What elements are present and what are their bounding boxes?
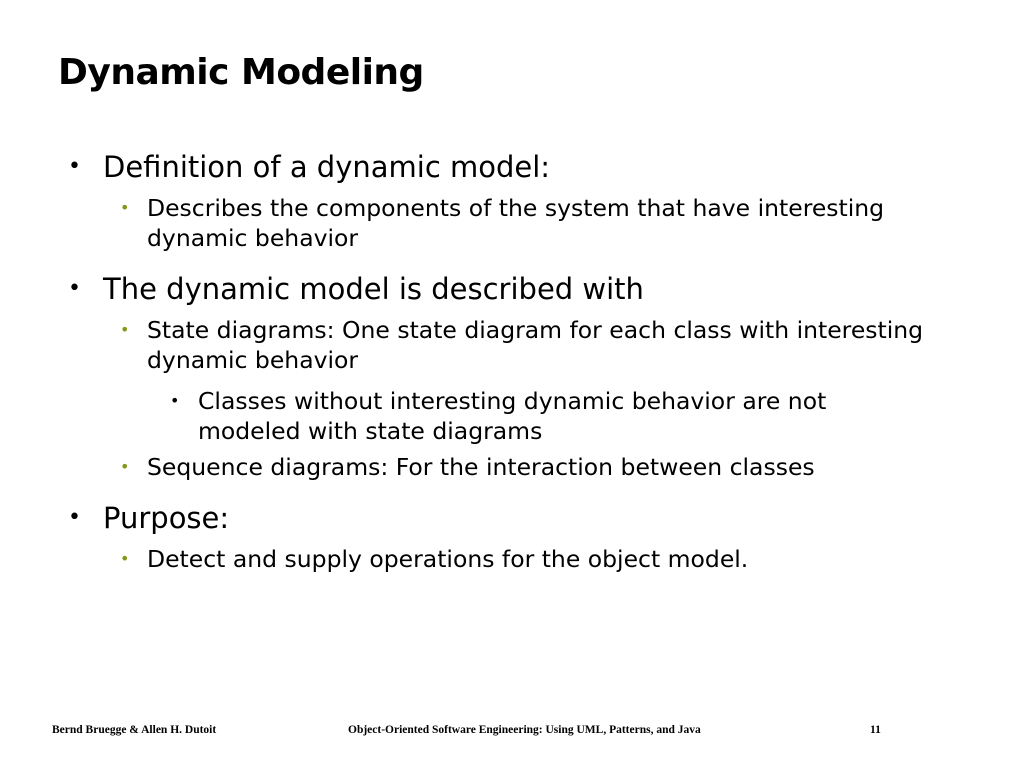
bullet-list (0, 147, 1024, 574)
sub-bullet-icon: • (120, 457, 130, 476)
slide-title: Dynamic Modeling (58, 52, 424, 93)
sub-bullet-item-detect (0, 544, 947, 574)
sub-bullet-icon: • (120, 320, 130, 339)
bullet-item-described-with (0, 269, 963, 309)
bullet-item-definition (0, 147, 963, 187)
sub-bullet-text: Sequence diagrams: For the interaction between classes (147, 453, 815, 481)
sub-bullet-text: Detect and supply operations for the object model. (147, 545, 749, 573)
sub-sub-bullet-item-classes-without (0, 386, 918, 446)
bullet-icon: • (68, 505, 81, 530)
bullet-icon: • (68, 154, 81, 179)
bullet-icon: • (68, 276, 81, 301)
sub-bullet-item-sequence-diagrams (0, 452, 947, 482)
bullet-item-purpose (0, 498, 963, 538)
footer-book-title: Object-Oriented Software Engineering: Using UML, Patterns, and Java (348, 724, 701, 736)
sub-bullet-item-state-diagrams (0, 315, 947, 375)
sub-bullet-icon: • (120, 198, 130, 217)
bullet-text: Definition of a dynamic model: (103, 150, 551, 184)
footer-authors: Bernd Bruegge & Allen H. Dutoit (52, 724, 217, 736)
bullet-text: Purpose: (103, 501, 230, 535)
sub-sub-bullet-icon: • (170, 391, 180, 410)
bullet-text: The dynamic model is described with (103, 272, 644, 306)
sub-bullet-icon: • (120, 549, 130, 568)
sub-sub-bullet-text: Classes without interesting dynamic behavior are not modeled with state diagrams (198, 387, 827, 445)
sub-bullet-text: State diagrams: One state diagram for each class with interesting dynamic behavior (147, 316, 924, 374)
footer-page-number: 11 (870, 724, 881, 736)
sub-bullet-text: Describes the components of the system that have interesting dynamic behavior (147, 194, 885, 252)
sub-bullet-item-describes (0, 193, 947, 253)
